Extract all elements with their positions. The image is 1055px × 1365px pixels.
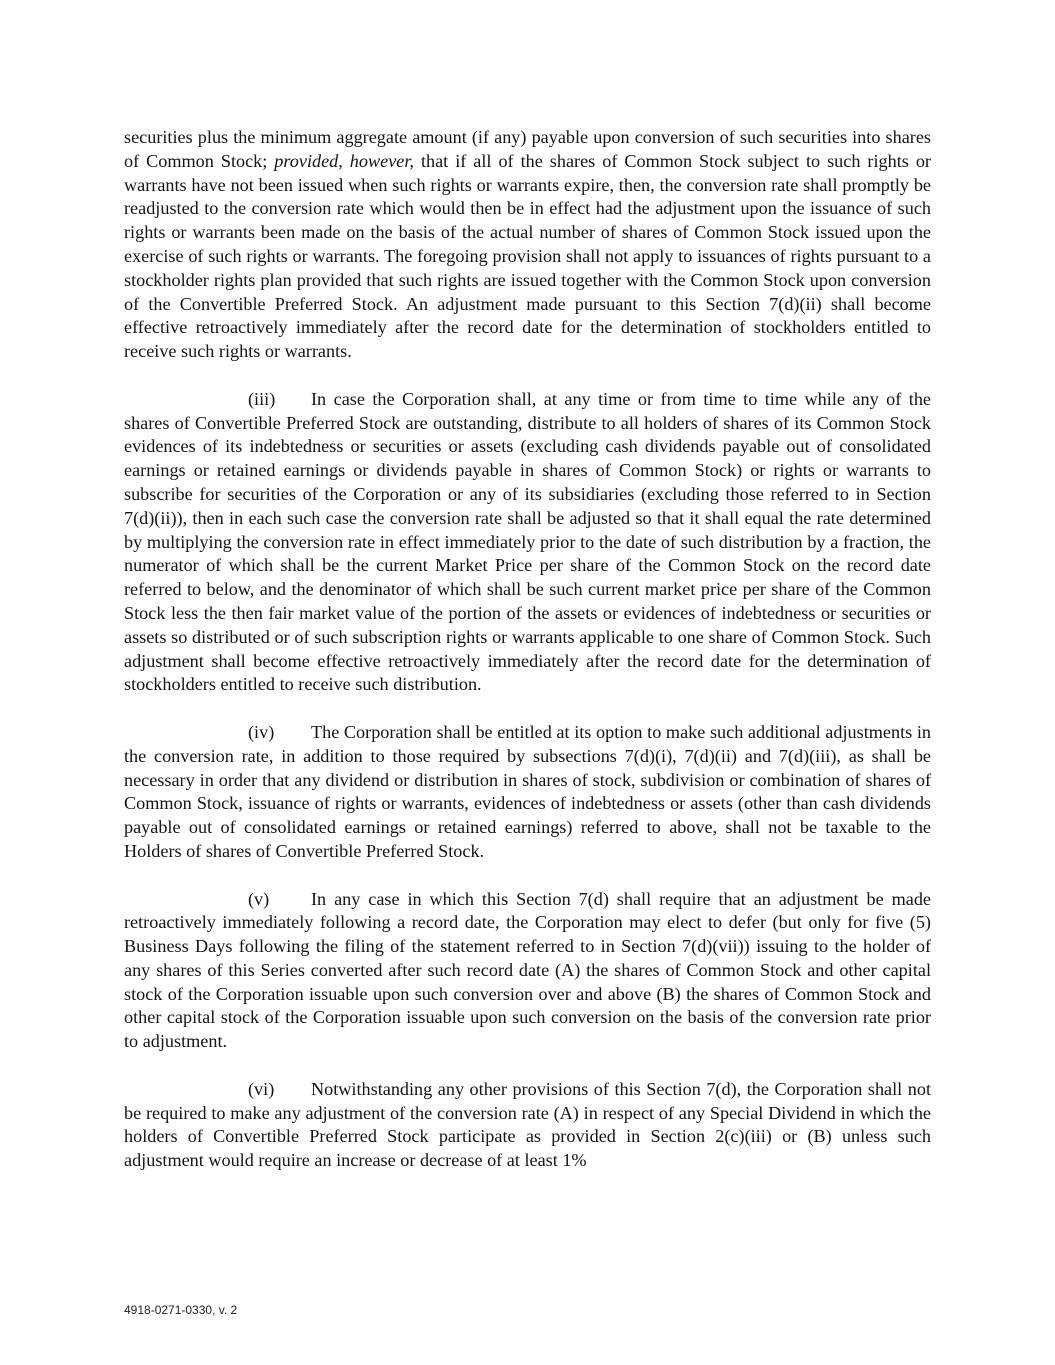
continuation-text-after: that if all of the shares of Common Stock subject to such rights or warrants have not been issued when such rights or warrants expire, then, the conversion rate shall promptly be readjusted to the conversion rate which would then be in effect had the adjustment upon the issuance of such rights or warrants been made on the basis of the actual number of shares of Common Stock issued upon the exercise of such rights or warrants. The foregoing provision shall not apply to issuances of rights pursuant to a stockholder rights plan provided that such rights are issued together with the Common Stock upon conversion of the Convertible Preferred Stock. An adjustment made pursuant to this Section 7(d)(ii) shall become effective retroactively immediately after the record date for the determination of stockholders entitled to receive such rights or warrants. xyxy=(124,150,931,362)
paragraph-text: Notwithstanding any other provisions of this Section 7(d), the Corporation shall not be required to make any adjustment of the conversion rate (A) in respect of any Special Dividend in which the holders of Convertible Preferred Stock participate as provided in Section 2(c)(iii) or (B) unless such adjustment would require an increase or decrease of at least 1% xyxy=(124,1078,931,1171)
continuation-text-before: securities plus the minimum aggregate amount (if any) payable upon conversion of such securities into shares of Common Stock; xyxy=(124,127,931,171)
paragraph-number: (v) xyxy=(248,888,270,909)
document-footer-id: 4918-0271-0330, v. 2 xyxy=(124,1303,238,1317)
paragraph-iii xyxy=(124,388,931,697)
paragraph-v xyxy=(124,888,931,1055)
paragraph-text: In any case in which this Section 7(d) shall require that an adjustment be made retroactively immediately following a record date, the Corporation may elect to defer (but only for five (5) Business Days following the filing of the statement referred to in Section 7(d)(vii)) issuing to the holder of any shares of this Series converted after such record date (A) the shares of Common Stock and other capital stock of the Corporation issuable upon such conversion over and above (B) the shares of Common Stock and other capital stock of the Corporation issuable upon such conversion on the basis of the conversion rate prior to adjustment. xyxy=(124,888,931,1052)
paragraph-text: In case the Corporation shall, at any time or from time to time while any of the shares of Convertible Preferred Stock are outstanding, distribute to all holders of shares of its Common Stock evidences of its indebtedness or securities or assets (excluding cash dividends payable out of consolidated earnings or retained earnings or dividends payable in shares of Common Stock) or rights or warrants to subscribe for securities of the Corporation or any of its subsidiaries (excluding those referred to in Section 7(d)(ii)), then in each such case the conversion rate shall be adjusted so that it shall equal the rate determined by multiplying the conversion rate in effect immediately prior to the date of such distribution by a fraction, the numerator of which shall be the current Market Price per share of the Common Stock on the record date referred to below, and the denominator of which shall be such current market price per share of the Common Stock less the then fair market value of the portion of the assets or evidences of indebtedness or securities or assets so distributed or of such subscription rights or warrants applicable to one share of Common Stock. Such adjustment shall become effective retroactively immediately after the record date for the determination of stockholders entitled to receive such distribution. xyxy=(124,388,931,695)
proviso-italic: provided, however, xyxy=(274,150,414,171)
paragraph-iv xyxy=(124,721,931,864)
paragraph-continuation xyxy=(124,126,931,364)
paragraph-number: (vi) xyxy=(248,1078,275,1099)
document-body xyxy=(124,126,931,1197)
paragraph-text: The Corporation shall be entitled at its option to make such additional adjustments in the conversion rate, in addition to those required by subsections 7(d)(i), 7(d)(ii) and 7(d)(iii), as shall be necessary in order that any dividend or distribution in shares of stock, subdivision or combination of shares of Common Stock, issuance of rights or warrants, evidences of indebtedness or assets (other than cash dividends payable out of consolidated earnings or retained earnings) referred to above, shall not be taxable to the Holders of shares of Convertible Preferred Stock. xyxy=(124,721,931,861)
paragraph-number: (iii) xyxy=(248,388,276,409)
paragraph-number: (iv) xyxy=(248,721,275,742)
paragraph-vi xyxy=(124,1078,931,1173)
